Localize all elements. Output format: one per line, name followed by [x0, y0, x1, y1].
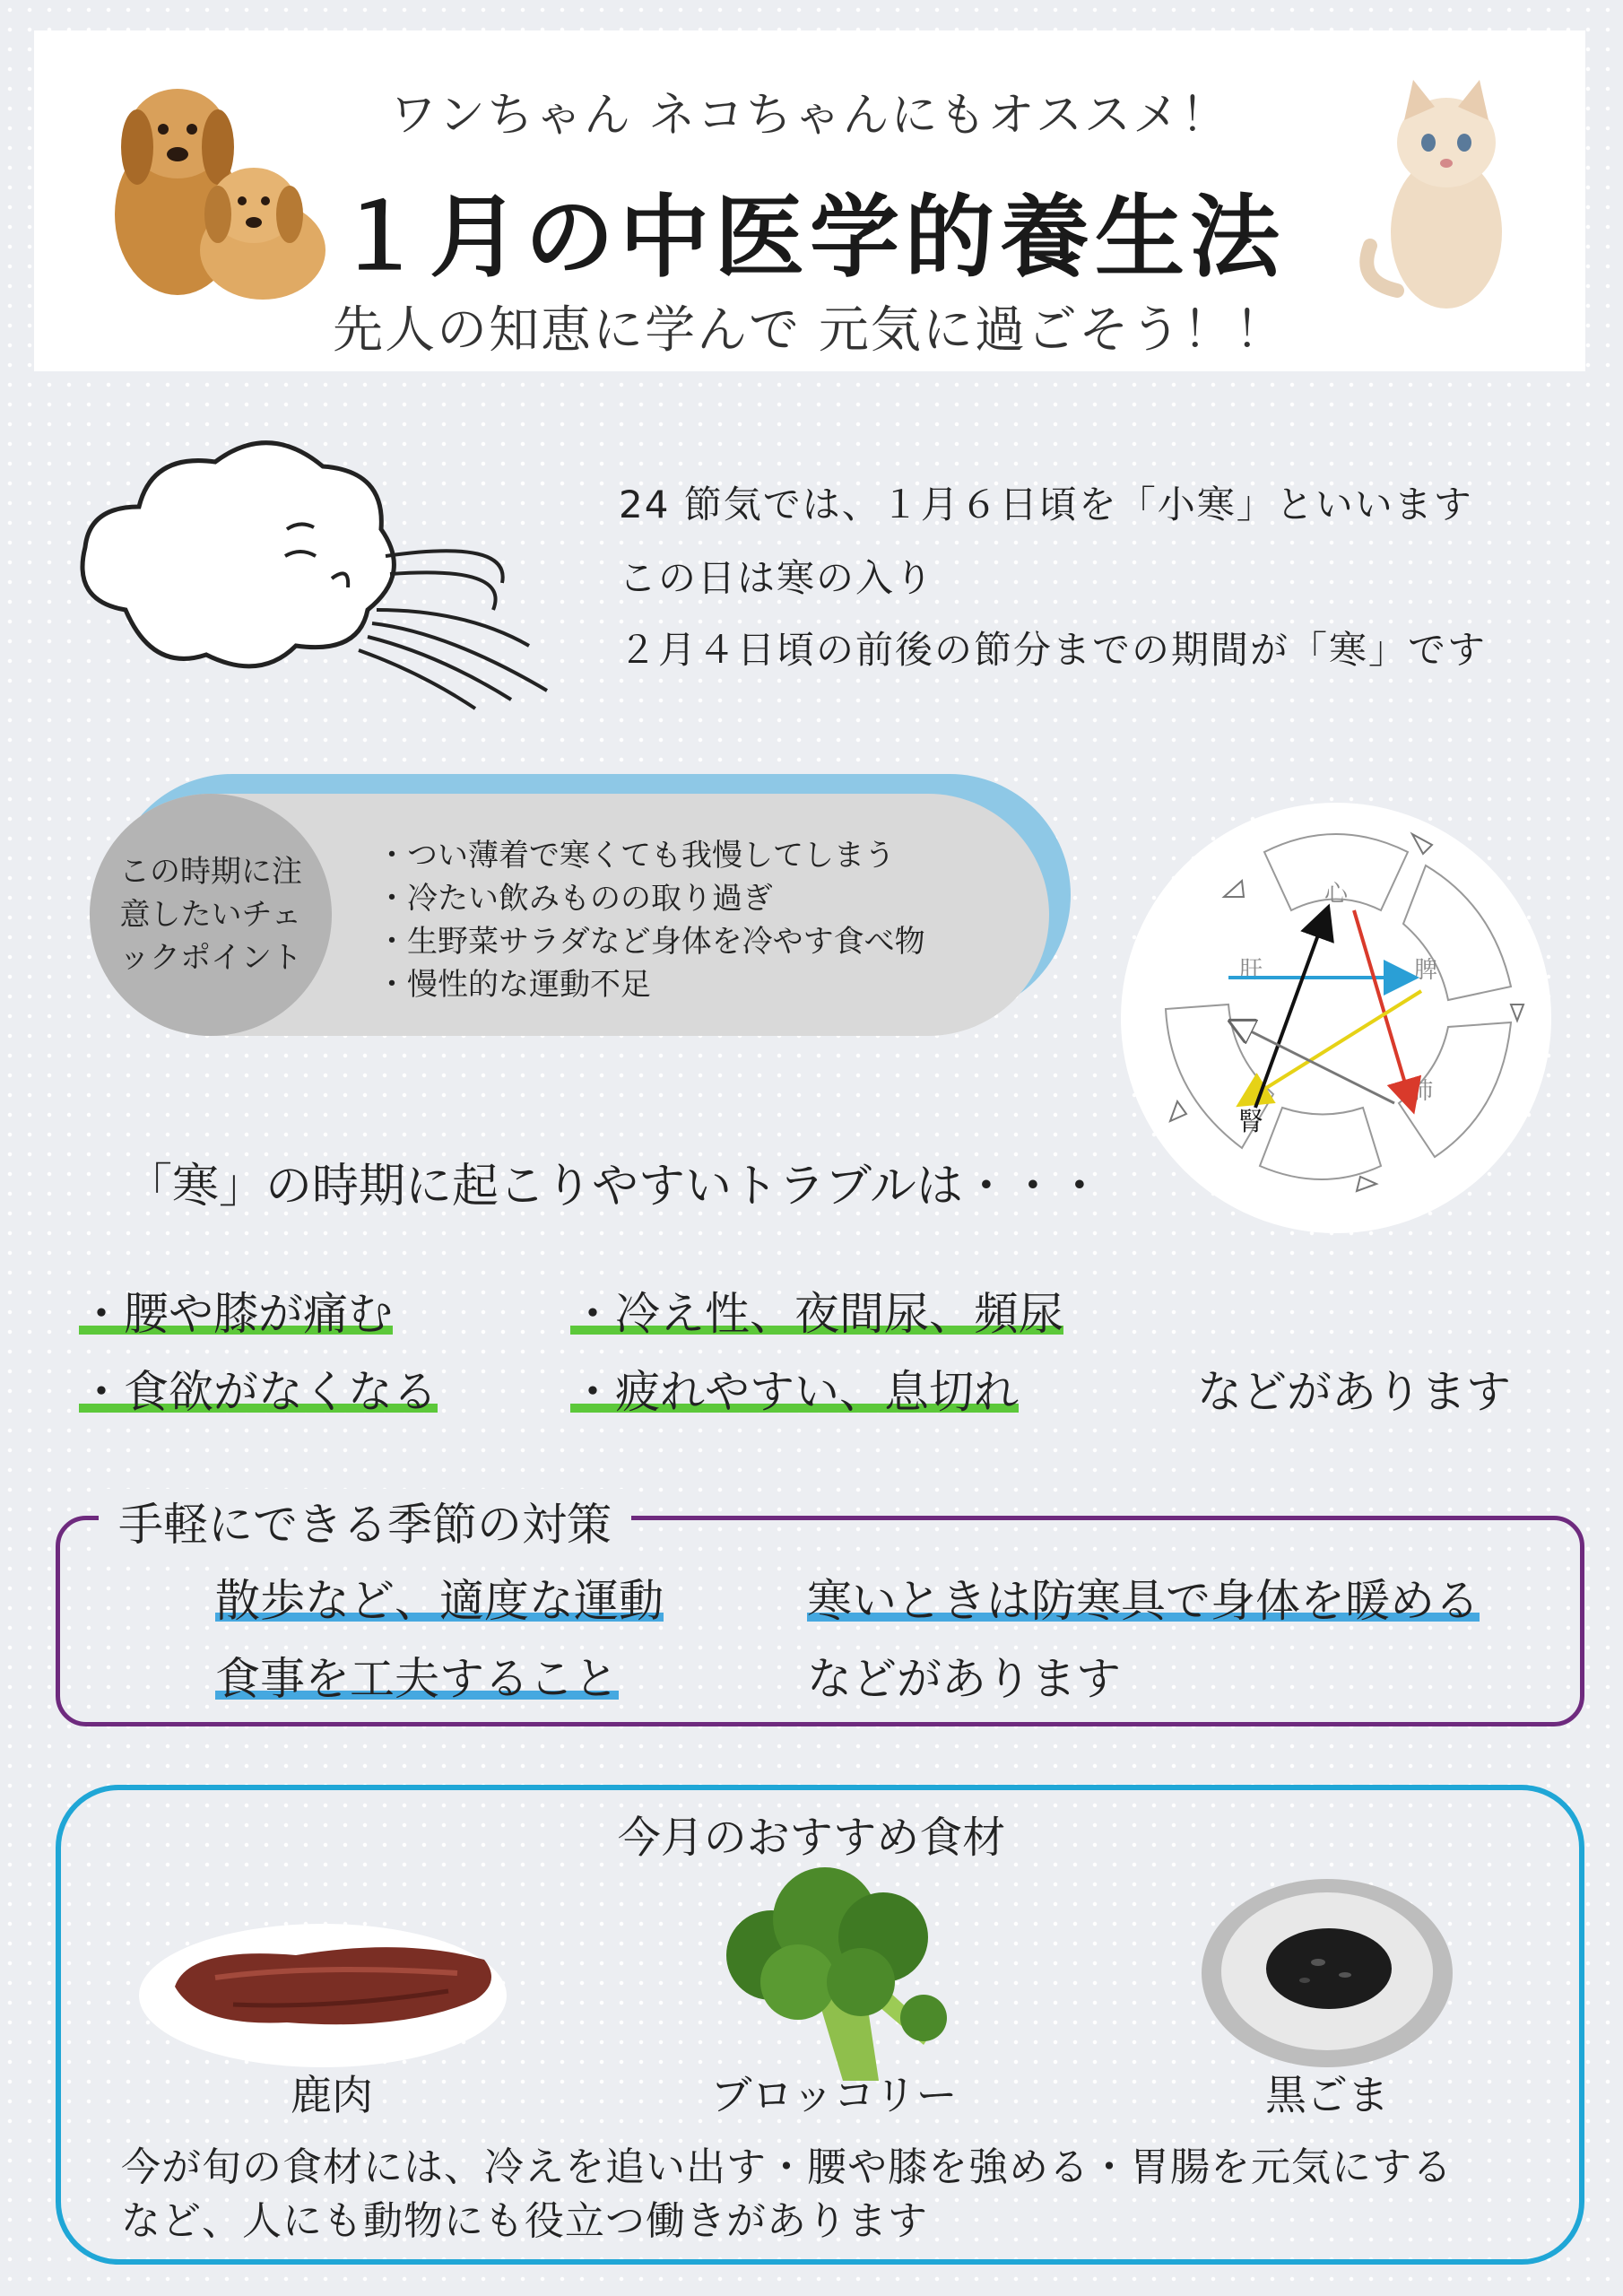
foods-description: など、人にも動物にも役立つ働きがあります: [121, 2198, 928, 2244]
trouble-item-text: ・冷え性、夜間尿、頻尿: [570, 1288, 1063, 1340]
trouble-item-text: ・腰や膝が痛む: [79, 1288, 393, 1340]
measure-item-text: 食事を工夫すること: [215, 1653, 619, 1705]
measures-title: 手軽にできる季節の対策: [99, 1489, 631, 1553]
page-title: １月の中医学的養生法: [334, 185, 1285, 290]
header-subtitle-top: ワンちゃん ネコちゃんにもオススメ！: [389, 89, 1229, 143]
segment-kidney: [1260, 1108, 1381, 1179]
broccoli-icon: [708, 1857, 959, 2090]
checkpoint-item: ・慢性的な運動不足: [377, 967, 651, 1003]
venison-icon: [135, 1892, 511, 2072]
organ-kidney-label: 腎: [1237, 1107, 1264, 1136]
checkpoint-title: この時期に注意したいチェックポイント: [119, 854, 302, 976]
trouble-item: [570, 1356, 1019, 1421]
measure-item-text: 寒いときは防寒具で身体を暖める: [807, 1575, 1480, 1627]
trouble-item: [570, 1278, 1063, 1343]
black-sesame-icon: [1193, 1866, 1462, 2072]
organ-lung-label: 肺: [1409, 1078, 1434, 1105]
wind-cloud-icon: [63, 422, 565, 718]
measure-item: [807, 1565, 1480, 1630]
food-label-black-sesame: 黒ごま: [1265, 2071, 1389, 2119]
intro-line: 24 節気では、１月６日頃を「小寒」といいます: [619, 483, 1473, 526]
organ-spleen-label: 脾: [1413, 957, 1438, 984]
organ-heart-label: 心: [1324, 881, 1349, 908]
food-label-broccoli: ブロッコリー: [710, 2071, 958, 2119]
header-banner: [34, 30, 1585, 371]
organ-liver-label: 肝: [1238, 957, 1263, 984]
checkpoint-item: ・つい薄着で寒くても我慢してしまう: [377, 838, 895, 874]
trouble-title: 「寒」の時期に起こりやすいトラブルは・・・: [126, 1160, 1103, 1213]
checkpoint-list: [377, 834, 925, 1006]
checkpoint-item: ・生野菜サラダなど身体を冷やす食べ物: [377, 924, 925, 960]
measure-suffix: などがあります: [807, 1653, 1121, 1705]
measure-item: [215, 1565, 664, 1630]
header-subtitle-bottom: 先人の知恵に学んで 元気に過ごそう！！: [333, 301, 1287, 360]
checkpoint-item: ・冷たい飲みものの取り過ぎ: [377, 881, 773, 917]
food-label-venison: 鹿肉: [291, 2071, 373, 2119]
cat-icon: [1334, 66, 1549, 317]
intro-line: ２月４日頃の前後の節分までの期間が「寒」です: [619, 628, 1488, 672]
intro-line: この日は寒の入り: [619, 556, 935, 600]
foods-title: 今月のおすすめ食材: [617, 1813, 1006, 1863]
measure-item: [215, 1643, 619, 1708]
checkpoint-badge: [90, 794, 332, 1036]
trouble-item: [79, 1278, 393, 1343]
dogs-icon: [70, 57, 357, 309]
trouble-suffix: などがあります: [1197, 1366, 1511, 1418]
five-elements-diagram: [1116, 798, 1556, 1238]
trouble-item-text: ・食欲がなくなる: [79, 1366, 438, 1418]
measure-item-text: 散歩など、適度な運動: [215, 1575, 664, 1627]
trouble-item: [79, 1356, 438, 1421]
foods-description: 今が旬の食材には、冷えを追い出す・腰や膝を強める・胃腸を元気にする: [121, 2144, 1453, 2190]
trouble-item-text: ・疲れやすい、息切れ: [570, 1366, 1019, 1418]
